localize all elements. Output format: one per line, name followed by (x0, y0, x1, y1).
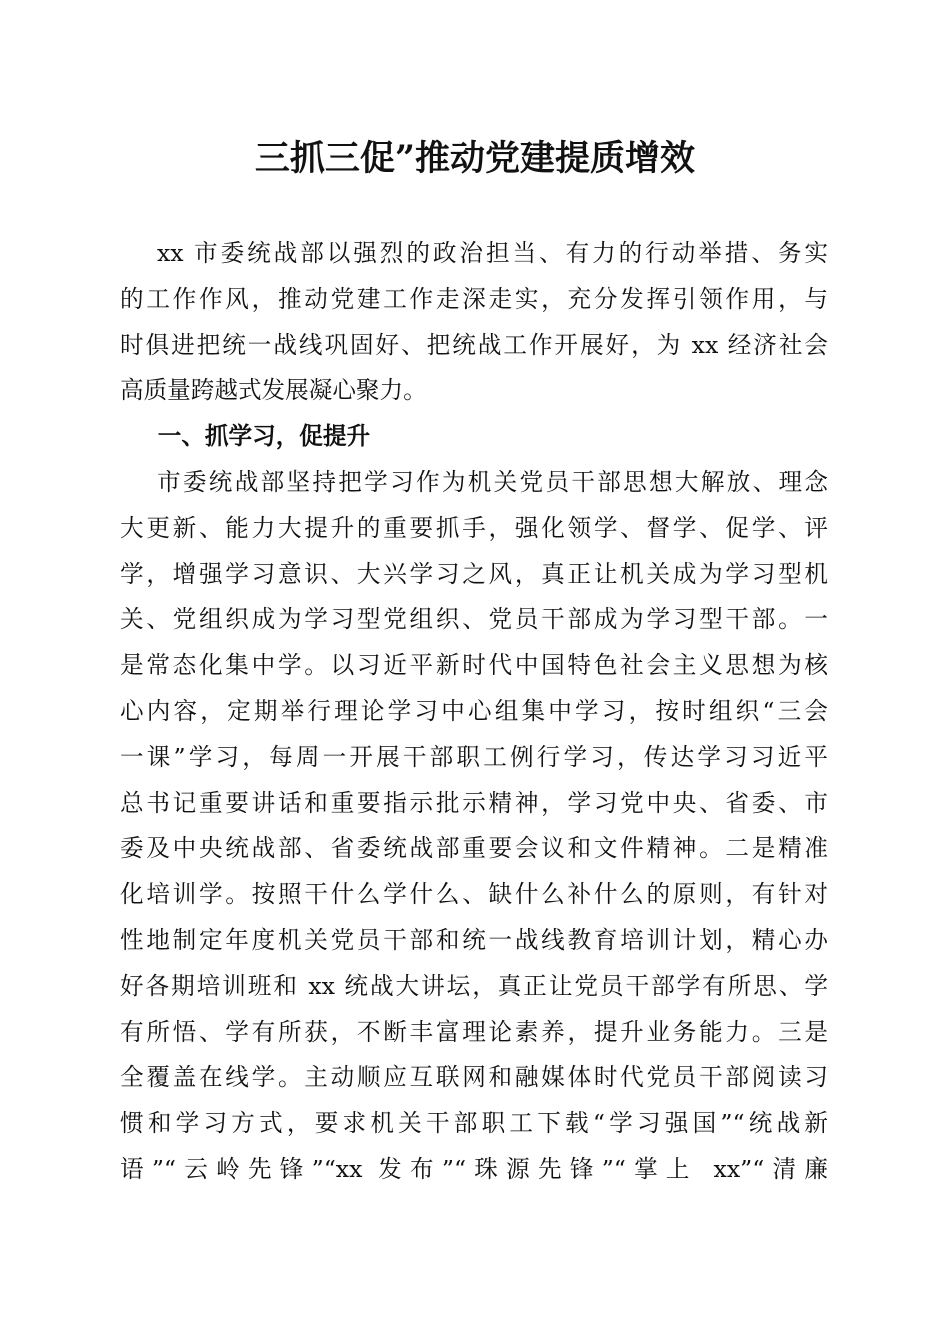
intro-line-2: 的工作作风，推动党建工作走深走实，充分发挥引领作用，与 (120, 284, 828, 313)
section-1-line-10: 化培训学。按照干什么学什么、缺什么补什么的原则，有针对 (120, 880, 828, 909)
section-1-line-3: 学，增强学习意识、大兴学习之风，真正让机关成为学习型机 (120, 559, 828, 588)
section-1-line-14: 全覆盖在线学。主动顺应互联网和融媒体时代党员干部阅读习 (120, 1063, 828, 1092)
section-1-line-11: 性地制定年度机关党员干部和统一战线教育培训计划，精心办 (120, 925, 828, 954)
section-1-line-2: 大更新、能力大提升的重要抓手，强化领学、督学、促学、评 (120, 513, 828, 542)
section-1-line-1: 市委统战部坚持把学习作为机关党员干部思想大解放、理念 (157, 467, 828, 496)
section-1-line-6: 心内容，定期举行理论学习中心组集中学习，按时组织“三会 (120, 696, 828, 725)
section-1-line-16: 语”“云岭先锋”“xx 发布”“珠源先锋”“掌上 xx”“清廉 (120, 1154, 828, 1183)
intro-line-3: 时俱进把统一战线巩固好、把统战工作开展好，为 xx 经济社会 (120, 330, 828, 359)
intro-line-4: 高质量跨越式发展凝心聚力。 (120, 376, 427, 405)
document-body (120, 231, 828, 1193)
section-1-paragraph (120, 460, 828, 1193)
section-1-line-9: 委及中央统战部、省委统战部重要会议和文件精神。二是精准 (120, 834, 828, 863)
section-1-line-13: 有所悟、学有所获，不断丰富理论素养，提升业务能力。三是 (120, 1017, 828, 1046)
intro-line-1: xx 市委统战部以强烈的政治担当、有力的行动举措、务实 (157, 239, 828, 267)
section-1-line-12: 好各期培训班和 xx 统战大讲坛，真正让党员干部学有所思、学 (120, 971, 828, 1000)
section-1-line-4: 关、党组织成为学习型党组织、党员干部成为学习型干部。一 (120, 605, 828, 634)
section-1-line-15: 惯和学习方式，要求机关干部职工下载“学习强国”“统战新 (120, 1109, 828, 1138)
document-title: 三抓三促”推动党建提质增效 (254, 138, 696, 179)
intro-paragraph (120, 231, 828, 414)
section-1-line-7: 一课”学习，每周一开展干部职工例行学习，传达学习习近平 (120, 742, 828, 771)
section-1-line-5: 是常态化集中学。以习近平新时代中国特色社会主义思想为核 (120, 651, 828, 680)
section-heading-1: 一、抓学习，促提升 (157, 422, 371, 451)
section-1-line-8: 总书记重要讲话和重要指示批示精神，学习党中央、省委、市 (120, 788, 828, 817)
